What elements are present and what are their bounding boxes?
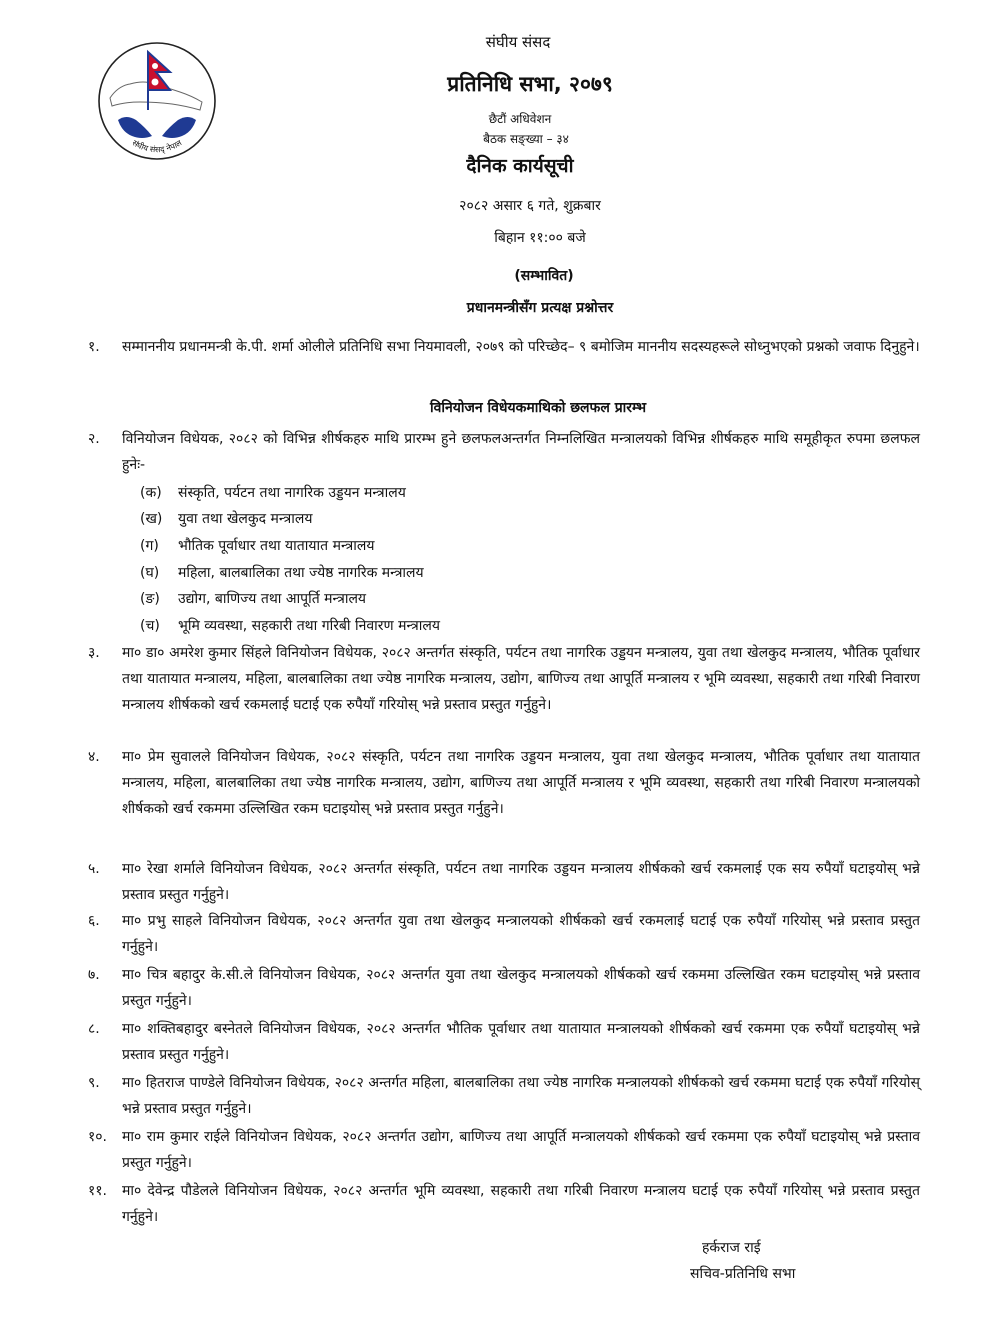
item-text: मा० राम कुमार राईले विनियोजन विधेयक, २०८२ अन्तर्गत उद्योग, बाणिज्य तथा आपूर्ति मन्त्रालयको शीर्षकको खर्च रकममा एक रुपैयाँ घटाइयोस् भन्ने प्रस्ताव प्रस्तुत गर्नुहुने। [122, 1129, 920, 1171]
item-text: मा० रेखा शर्माले विनियोजन विधेयक, २०८२ अन्तर्गत संस्कृति, पर्यटन तथा नागरिक उड्डयन मन्त्रालय शीर्षकको खर्च रकमलाई एक सय रुपैयाँ घटाइयोस् भन्ने प्रस्ताव प्रस्तुत गर्नुहुने। [122, 861, 920, 903]
item-text: मा० चित्र बहादुर के.सी.ले विनियोजन विधेयक, २०८२ अन्तर्गत युवा तथा खेलकुद मन्त्रालयको शीर्षकको खर्च रकममा उल्लिखित रकम घटाइयोस् भन्ने प्रस्ताव प्रस्तुत गर्नुहुने। [122, 967, 920, 1009]
sub-item-mark: (च) [140, 618, 160, 634]
agenda-item [70, 334, 930, 388]
header-session: छैटौं अधिवेशन [488, 112, 552, 126]
sub-item [140, 480, 406, 506]
item-number: १. [88, 339, 100, 355]
section-heading-pm-qa: प्रधानमन्त्रीसँग प्रत्यक्ष प्रश्नोत्तर [466, 300, 614, 316]
item-number: ४. [88, 749, 100, 765]
item-text: मा० शक्तिबहादुर बस्नेतले विनियोजन विधेयक, २०८२ अन्तर्गत भौतिक पूर्वाधार तथा यातायात मन्त्रालयको शीर्षकको खर्च रकममा एक रुपैयाँ घटाइयोस् भन्ने प्रस्ताव प्रस्तुत गर्नुहुने। [122, 1021, 920, 1063]
sub-item-mark: (ङ) [140, 591, 160, 607]
header-line-1: संघीय संसद [485, 33, 551, 51]
sub-item [140, 586, 366, 612]
section-heading-appropriation: विनियोजन विधेयकमाथिको छलफल प्रारम्भ [429, 400, 647, 416]
agenda-item [70, 856, 930, 908]
sub-item-text: संस्कृति, पर्यटन तथा नागरिक उड्डयन मन्त्रालय [178, 485, 406, 501]
agenda-item [70, 1178, 930, 1230]
sub-item-mark: (घ) [140, 565, 160, 581]
sub-item [140, 506, 312, 532]
agenda-item [70, 1070, 930, 1122]
header-date: २०८२ असार ६ गते, शुक्रबार [459, 198, 601, 214]
item-number: ५. [88, 861, 100, 877]
header-meeting-number: बैठक सङ्ख्या – ३४ [483, 132, 569, 146]
item-number: २. [88, 431, 100, 447]
agenda-item [70, 1124, 930, 1176]
header-house-title: प्रतिनिधि सभा, २०७९ [447, 72, 613, 96]
signatory-title: सचिव-प्रतिनिधि सभा [690, 1266, 796, 1282]
agenda-item [70, 908, 930, 960]
item-text: विनियोजन विधेयक, २०८२ को विभिन्न शीर्षकहरु माथि प्रारम्भ हुने छलफलअन्तर्गत निम्नलिखित मन्त्रालयको विभिन्न शीर्षकहरु माथि समूहीकृत रुपमा छलफल हुनेः- [122, 431, 920, 473]
agenda-item [70, 426, 930, 480]
logo-text: संघीय संसद् नेपाल [130, 138, 184, 155]
header-agenda-title: दैनिक कार्यसूची [466, 155, 574, 177]
item-number: ११. [88, 1183, 108, 1199]
sub-item-mark: (ग) [140, 538, 159, 554]
sub-item-text: भौतिक पूर्वाधार तथा यातायात मन्त्रालय [178, 538, 375, 554]
item-number: ८. [88, 1021, 100, 1037]
header-status: (सम्भावित) [514, 268, 574, 284]
agenda-item [70, 962, 930, 1014]
item-text: मा० प्रभु साहले विनियोजन विधेयक, २०८२ अन्तर्गत युवा तथा खेलकुद मन्त्रालयको शीर्षकको खर्च रकमलाई घटाई एक रुपैयाँ गरियोस् भन्ने प्रस्ताव प्रस्तुत गर्नुहुने। [122, 913, 920, 955]
signatory-name: हर्कराज राई [702, 1240, 761, 1256]
item-number: ९. [88, 1075, 100, 1091]
sub-item-mark: (क) [140, 485, 162, 501]
item-text: मा० प्रेम सुवालले विनियोजन विधेयक, २०८२ संस्कृति, पर्यटन तथा नागरिक उड्डयन मन्त्रालय, युवा तथा खेलकुद मन्त्रालय, भौतिक पूर्वाधार तथा यातायात मन्त्रालय, महिला, बालबालिका तथा ज्येष्ठ नागरिक मन्त्रालय, उद्योग, बाणिज्य तथा आपूर्ति मन्त्रालय र भूमि व्यवस्था, सहकारी तथा गरिबी निवारण मन्त्रालयको शीर्षकको खर्च रकममा उल्लिखित रकम घटाइयोस् भन्ने प्रस्ताव प्रस्तुत गर्नुहुने। [122, 749, 920, 817]
sub-item-mark: (ख) [140, 511, 163, 527]
sub-item [140, 613, 440, 639]
sub-item-text: उद्योग, बाणिज्य तथा आपूर्ति मन्त्रालय [178, 591, 367, 607]
agenda-item [70, 640, 930, 744]
item-text: मा० डा० अमरेश कुमार सिंहले विनियोजन विधेयक, २०८२ अन्तर्गत संस्कृति, पर्यटन तथा नागरिक उड्डयन मन्त्रालय, युवा तथा खेलकुद मन्त्रालय, भौतिक पूर्वाधार तथा यातायात मन्त्रालय, महिला, बालबालिका तथा ज्येष्ठ नागरिक मन्त्रालय, उद्योग, बाणिज्य तथा आपूर्ति मन्त्रालय र भूमि व्यवस्था, सहकारी तथा गरिबी निवारण मन्त्रालय शीर्षकको खर्च रकमलाई घटाई एक रुपैयाँ गरियोस् भन्ने प्रस्ताव प्रस्तुत गर्नुहुने। [122, 645, 920, 713]
sub-item [140, 560, 424, 586]
header-time: बिहान ११:०० बजे [494, 230, 586, 246]
item-text: सम्माननीय प्रधानमन्त्री के.पी. शर्मा ओलीले प्रतिनिधि सभा नियमावली, २०७९ को परिच्छेद– ९ बमोजिम माननीय सदस्यहरूले सोध्नुभएको प्रश्नको जवाफ दिनुहुने। [122, 339, 920, 355]
item-number: ३. [88, 645, 100, 661]
item-number: ६. [88, 913, 100, 929]
sub-item-text: भूमि व्यवस्था, सहकारी तथा गरिबी निवारण मन्त्रालय [178, 618, 440, 634]
item-number: ७. [88, 967, 100, 983]
sub-item-text: महिला, बालबालिका तथा ज्येष्ठ नागरिक मन्त्रालय [178, 565, 424, 581]
item-text: मा० देवेन्द्र पौडेलले विनियोजन विधेयक, २०८२ अन्तर्गत भूमि व्यवस्था, सहकारी तथा गरिबी निवारण मन्त्रालय घटाई एक रुपैयाँ गरियोस् भन्ने प्रस्ताव प्रस्तुत गर्नुहुने। [122, 1183, 920, 1225]
sub-item-text: युवा तथा खेलकुद मन्त्रालय [178, 511, 313, 527]
item-text: मा० हितराज पाण्डेले विनियोजन विधेयक, २०८२ अन्तर्गत महिला, बालबालिका तथा ज्येष्ठ नागरिक मन्त्रालयको शीर्षकको खर्च रकममा घटाई एक रुपैयाँ गरियोस् भन्ने प्रस्ताव प्रस्तुत गर्नुहुने। [122, 1075, 920, 1117]
item-number: १०. [88, 1129, 108, 1145]
sub-item [140, 533, 374, 559]
agenda-item [70, 1016, 930, 1068]
agenda-item [70, 744, 930, 848]
